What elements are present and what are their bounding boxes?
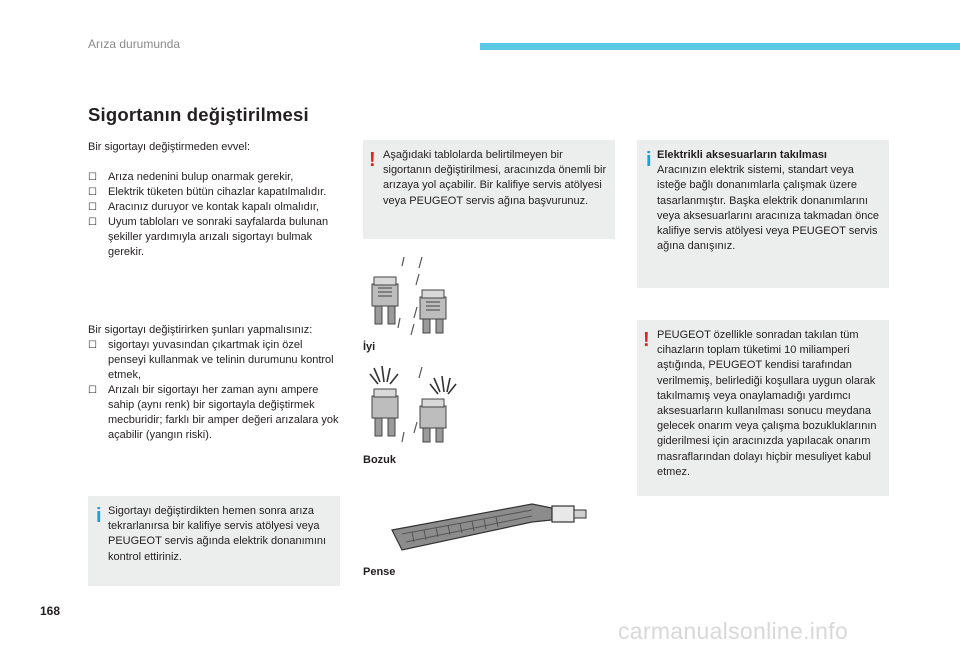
info-box-text: Sigortayı değiştirdikten hemen sonra arıza tekrarlanırsa bir kalifiye servis atölyesi veya PEUGEOT servis ağında elektrik donanımını kontrol ettiriniz. — [108, 505, 327, 563]
info-i-icon: i — [96, 505, 102, 527]
warning-box-text: Aşağıdaki tablolarda belirtilmeyen bir sigortanın değiştirilmesi, aracınızda önemli bir arızaya yol açabilir. Bir kalifiye servis atölyesi veya PEUGEOT servis ağına başvurunuz. — [383, 149, 607, 207]
intro2-text: Bir sigortayı değiştirirken şunları yapmalısınız: — [88, 324, 313, 336]
checkbox-bullet-icon: ☐ — [88, 385, 97, 396]
info-i-icon: i — [646, 149, 652, 171]
caption-bad: Bozuk — [363, 454, 396, 466]
left-column — [88, 140, 343, 260]
fuse-icon — [420, 399, 446, 442]
info-box — [88, 496, 340, 586]
fuse-icon — [372, 277, 398, 324]
fuse-icon — [372, 389, 398, 436]
good-fuses-illustration — [362, 252, 472, 342]
info-box-title: Elektrikli aksesuarların takılması — [657, 149, 827, 161]
page-number: 168 — [40, 604, 61, 618]
section-header: Arıza durumunda — [88, 37, 181, 51]
list-item: ☐ Arızalı bir sigortayı her zaman aynı ampere sahip (aynı renk) bir sigortayla değiştirmek mecburidir; farklı bir amper değeri arızalara yok açabilir (yangın riski). — [88, 384, 339, 441]
info-box-text: Aracınızın elektrik sistemi, standart veya isteğe bağlı donanımlarla çalışmak üzere tasarlanmıştır. Başka elektrik donanımlarını veya aksesuarlarını aracınıza takmadan önce kalifiye servis atölyesi veya PEUGEOT servis ağına danışınız. — [657, 164, 879, 253]
list-item: ☐ sigortayı yuvasından çıkartmak için özel penseyi kullanmak ve telinin durumunu kontrol etmek, — [88, 339, 334, 381]
right-warning-box — [637, 320, 889, 496]
intro-text: Bir sigortayı değiştirmeden evvel: — [88, 141, 251, 153]
checkbox-bullet-icon: ☐ — [88, 187, 97, 198]
page-title: Sigortanın değiştirilmesi — [88, 104, 309, 125]
list-item: ☐ Uyum tabloları ve sonraki sayfalarda bulunan şekiller yardımıyla arızalı sigortayı bulmak gerekir. — [88, 216, 329, 258]
checkbox-bullet-icon: ☐ — [88, 172, 97, 183]
list-item: ☐ Aracınız duruyor ve kontak kapalı olmalıdır, — [88, 201, 319, 213]
caption-pliers: Pense — [363, 566, 396, 578]
header-accent-bar — [480, 43, 960, 50]
left-column-2 — [88, 323, 343, 443]
list-item: ☐ Arıza nedenini bulup onarmak gerekir, — [88, 171, 294, 183]
pliers-illustration — [382, 490, 592, 565]
checkbox-bullet-icon: ☐ — [88, 217, 97, 228]
checkbox-bullet-icon: ☐ — [88, 340, 97, 351]
bad-fuses-illustration — [362, 362, 472, 454]
list-item: ☐ Elektrik tüketen bütün cihazlar kapatılmalıdır. — [88, 186, 327, 198]
fuse-icon — [420, 290, 446, 333]
exclamation-icon: ! — [369, 149, 376, 171]
exclamation-icon: ! — [643, 329, 650, 351]
warning-box — [363, 140, 615, 239]
right-info-box — [637, 140, 889, 288]
warning-box-text: PEUGEOT özellikle sonradan takılan tüm cihazların toplam tüketimi 10 miliamperi aştığında, PEUGEOT kendisi tarafından verilmemiş, belirlediği koşullara uygun olarak takılmamış veya onaylamadığı yardımcı aksesuarların kullanılması sonucu meydana gelecek onarım veya çalışma bozukluklarının giderilmesi için aracınızda yapılacak onarım masraflarından dolayı hiçbir mesuliyet kabul etmez. — [657, 329, 877, 478]
watermark: carmanualsonline.info — [618, 618, 849, 644]
caption-good: İyi — [363, 341, 376, 353]
checkbox-bullet-icon: ☐ — [88, 202, 97, 213]
